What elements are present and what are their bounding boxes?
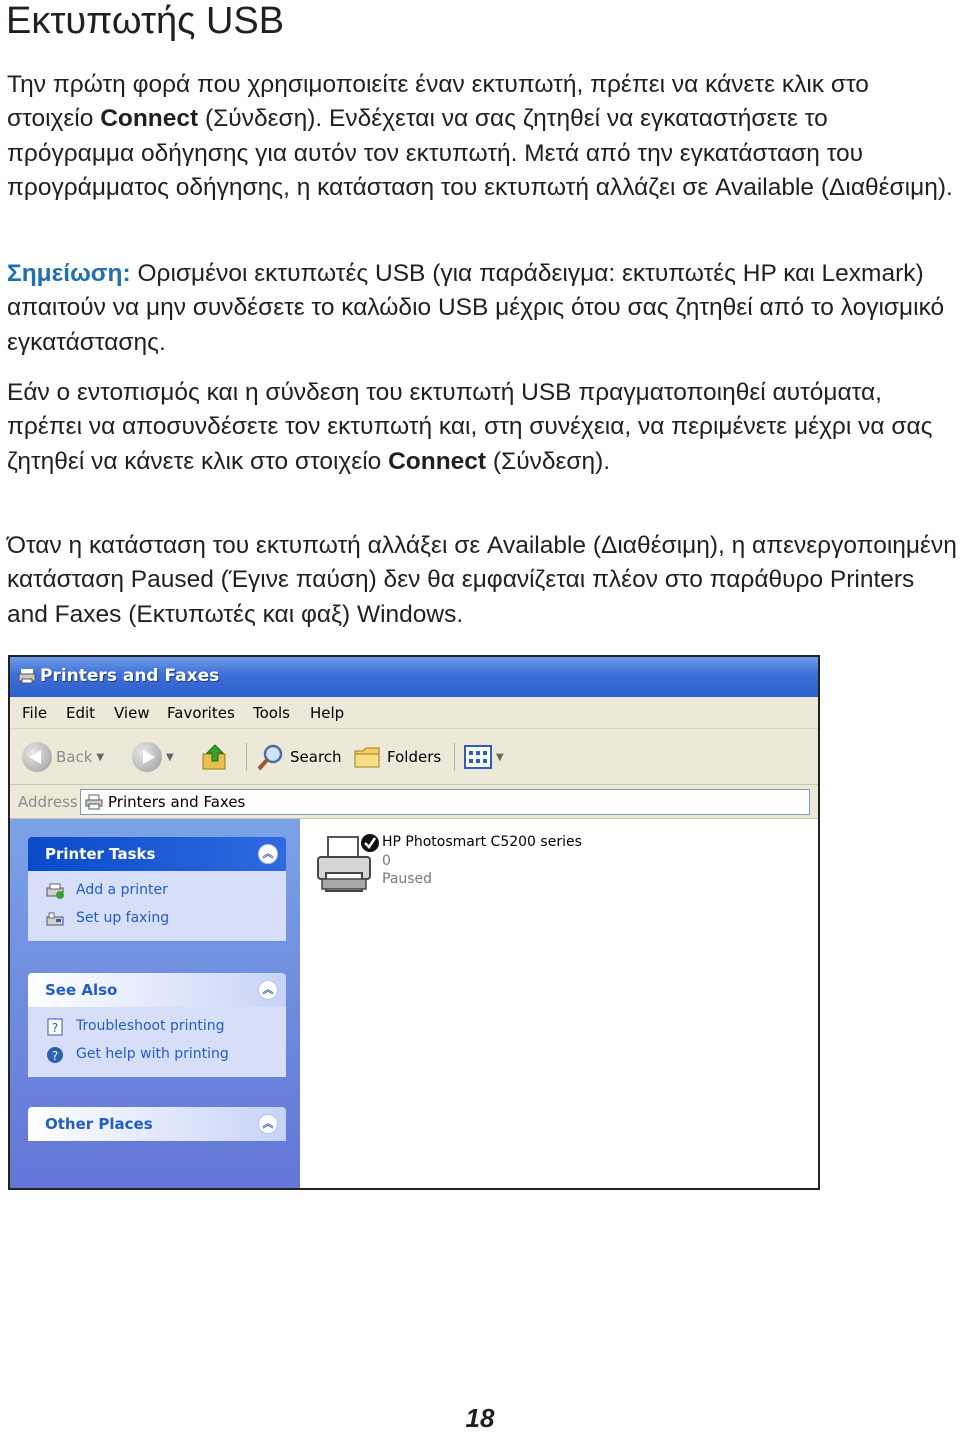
printer-window-icon [18,668,36,684]
forward-button[interactable] [132,739,174,775]
add-printer-label: Add a printer [76,882,168,898]
menu-edit[interactable]: Edit [66,704,96,722]
troubleshoot-printing-label: Troubleshoot printing [76,1018,225,1034]
page-number: 18 [465,1403,495,1433]
page-heading: Εκτυπωτής USB [6,0,285,42]
search-icon [256,742,286,772]
add-printer-icon [46,882,64,900]
other-places-panel [28,1107,286,1141]
search-button[interactable] [256,739,342,775]
see-also-body [28,1007,286,1077]
printer-tasks-title: Printer Tasks [45,845,156,863]
paragraph-text: Την πρώτη φορά που χρησιμοποιείτε έναν εκτυπωτή, πρέπει να κάνετε κλικ στο στοιχείο [7,71,869,133]
toolbar-separator [454,743,455,771]
folders-icon [353,743,383,771]
svg-text:?: ? [51,1049,59,1063]
window-title: Printers and Faxes [40,666,220,686]
menu-tools[interactable]: Tools [253,704,290,722]
note-label: Σημείωση: [7,260,131,287]
folders-label: Folders [387,748,442,766]
back-arrow-icon [22,742,52,772]
paragraph-text: (Σύνδεση). [486,447,611,475]
printers-and-faxes-screenshot [8,655,820,1190]
address-field[interactable] [80,789,810,815]
collapse-icon[interactable]: ︽ [258,1114,278,1134]
printer-tasks-header[interactable] [28,837,286,871]
chevron-down-icon: ▼ [496,751,504,763]
get-help-printing-label: Get help with printing [76,1046,229,1062]
menu-view[interactable]: View [114,704,150,722]
see-also-title: See Also [45,981,118,999]
see-also-header[interactable] [28,973,286,1007]
set-up-faxing-label: Set up faxing [76,910,170,926]
address-label: Address [18,793,78,811]
connect-term: Connect [388,447,487,475]
connect-term: Connect [100,105,199,133]
views-button[interactable] [464,739,504,775]
chevron-down-icon: ▼ [166,751,174,763]
menu-file[interactable]: File [22,704,48,722]
note-text: Ορισμένοι εκτυπωτές USB (για παράδειγμα: εκτυπωτές HP και Lexmark) απαιτούν να μην συνδέσετε το καλώδιο USB μέχρις ότου σας ζητηθεί από το λογισμικό εγκατάστασης. [7,260,945,356]
help-icon [46,1046,64,1064]
get-help-printing-link[interactable] [28,1041,286,1069]
menu-favorites[interactable]: Favorites [167,704,235,722]
printer-name: HP Photosmart C5200 series [382,834,582,850]
window-content [10,819,818,1190]
add-printer-link[interactable] [28,877,286,905]
task-pane [10,819,300,1190]
printer-status: Paused [382,871,433,887]
folders-button[interactable] [353,739,441,775]
svg-text:?: ? [51,1021,59,1035]
views-icon [464,745,492,769]
up-folder-icon [200,742,230,772]
window-titlebar [10,657,818,697]
see-also-panel [28,973,286,1077]
note-paragraph [7,257,957,360]
up-folder-button[interactable] [200,739,230,775]
toolbar-separator [246,743,247,771]
back-button[interactable] [22,739,104,775]
paragraph-text: Εάν ο εντοπισμός και η σύνδεση του εκτυπωτή USB πραγματοποιηθεί αυτόματα, πρέπει να αποσυνδέσετε τον εκτυπωτή και, στη συνέχεια, να περιμένετε μέχρι να σας ζητηθεί να κάνετε κλικ στο στοιχείο [7,379,933,475]
fax-icon [46,910,64,928]
back-label: Back [56,748,93,766]
search-label: Search [290,748,342,766]
paragraph-available: Όταν η κατάσταση του εκτυπωτή αλλάξει σε Available (Διαθέσιμη), η απενεργοποιημένη κατάσταση Paused (Έγινε παύση) δεν θα εμφανίζεται πλέον στο παράθυρο Printers and Faxes (Εκτυπωτές και φαξ) Windows. [7,532,957,628]
printer-tasks-panel [28,837,286,941]
troubleshoot-printing-link[interactable] [28,1013,286,1041]
collapse-icon[interactable]: ︽ [258,844,278,864]
paragraph-auto-detect [7,376,957,479]
paragraph-text: (Σύνδεση). Ενδέχεται να σας ζητηθεί να εγκαταστήσετε το πρόγραμμα οδήγησης για αυτόν τον εκτυπωτή. Μετά από την εγκατάσταση του προγράμματος οδήγησης, η κατάσταση του εκτυπωτή αλλάζει σε Available (Διαθέσιμη). [7,105,953,201]
other-places-header[interactable] [28,1107,286,1141]
printer-tasks-body [28,871,286,941]
printer-paused-icon[interactable] [312,831,382,899]
printer-jobs: 0 [382,852,391,869]
collapse-icon[interactable]: ︽ [258,980,278,1000]
forward-arrow-icon [132,742,162,772]
printer-details [382,833,582,889]
address-value: Printers and Faxes [108,793,246,811]
toolbar [10,729,818,785]
printer-folder-icon [85,794,103,810]
other-places-title: Other Places [45,1115,153,1133]
set-up-faxing-link[interactable] [28,905,286,933]
help-book-icon [46,1018,64,1036]
address-bar [10,785,818,819]
menu-help[interactable]: Help [310,704,345,722]
menu-bar [10,697,818,729]
paragraph-first-use [7,68,957,205]
chevron-down-icon: ▼ [96,751,105,763]
